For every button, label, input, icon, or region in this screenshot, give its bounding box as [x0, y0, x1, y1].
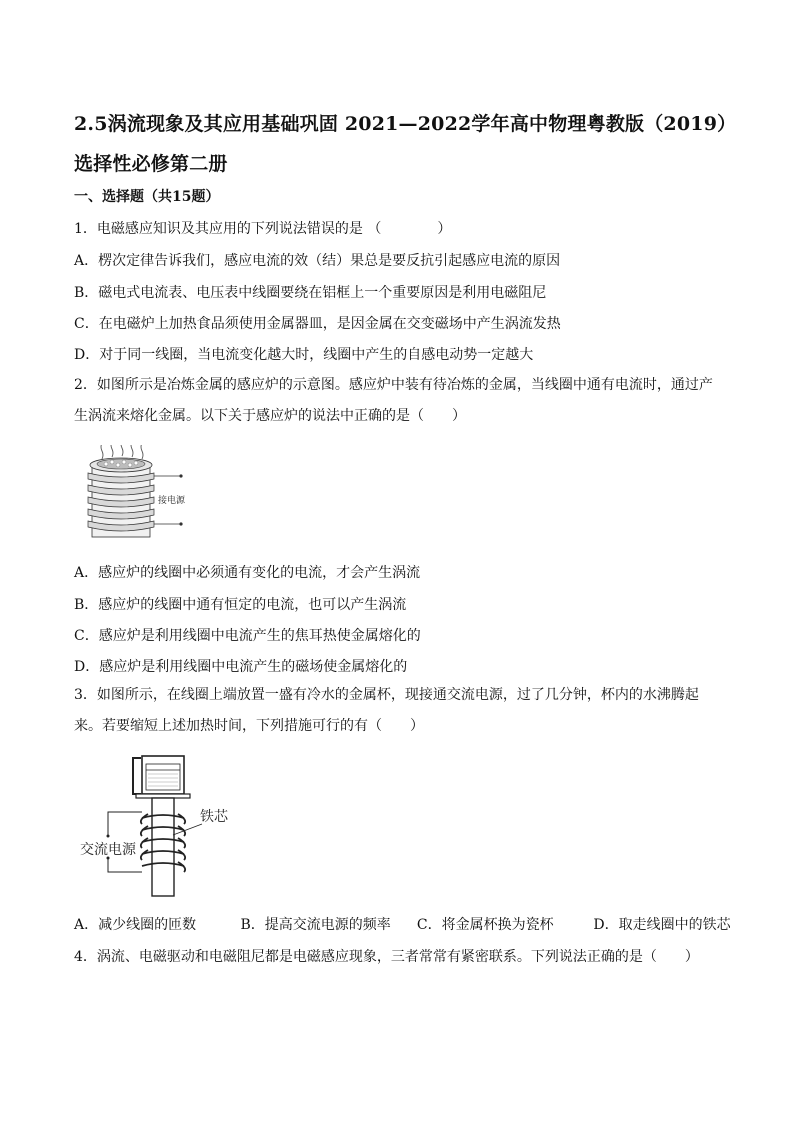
question-3-options [74, 914, 731, 934]
question-2-option-d: D．感应炉是利用线圈中电流产生的磁场使金属熔化的 [74, 659, 408, 675]
question-3-option-d: D．取走线圈中的铁芯 [593, 917, 731, 933]
question-2-option-c: C．感应炉是利用线圈中电流产生的焦耳热使金属熔化的 [74, 628, 421, 644]
question-3-stem: 3．如图所示，在线圈上端放置一盛有冷水的金属杯，现接通交流电源，过了几分钟，杯内的水沸腾起来。若要缩短上述加热时间，下列措施可行的有（ ） [74, 687, 699, 734]
iron-core-label: 铁芯 [200, 809, 228, 825]
coil-cup-diagram [76, 750, 246, 900]
question-1-option-c: C．在电磁炉上加热食品须使用金属器皿，是因金属在交变磁场中产生涡流发热 [74, 316, 561, 332]
document-title: 2.5涡流现象及其应用基础巩固 2021—2022学年高中物理粤教版（2019）选择性必修第二册 [74, 113, 727, 175]
induction-furnace-figure [76, 445, 226, 540]
induction-furnace-diagram [76, 445, 226, 540]
question-1-option-d: D．对于同一线圈，当电流变化越大时，线圈中产生的自感电动势一定越大 [74, 347, 534, 363]
question-1-option-a: A．楞次定律告诉我们，感应电流的效（结）果总是要反抗引起感应电流的原因 [74, 253, 561, 269]
ac-source-label: 交流电源 [80, 842, 136, 858]
question-3-option-c: C．将金属杯换为瓷杯 [416, 917, 554, 933]
question-3-option-a: A．减少线圈的匝数 [74, 917, 197, 933]
power-source-label: 接电源 [158, 496, 186, 506]
question-3-option-b: B．提高交流电源的频率 [240, 917, 391, 933]
question-2-stem: 2．如图所示是冶炼金属的感应炉的示意图。感应炉中装有待冶炼的金属，当线圈中通有电流时，通过产生涡流来熔化金属。以下关于感应炉的说法中正确的是（ ） [74, 377, 713, 424]
question-1-stem: 1．电磁感应知识及其应用的下列说法错误的是 （ ） [74, 221, 452, 237]
question-2-option-a: A．感应炉的线圈中必须通有变化的电流，才会产生涡流 [74, 565, 421, 581]
question-4-stem: 4．涡流、电磁驱动和电磁阻尼都是电磁感应现象，三者常常有紧密联系。下列说法正确的是（ ） [74, 949, 699, 965]
question-2-option-b: B．感应炉的线圈中通有恒定的电流，也可以产生涡流 [74, 597, 407, 613]
section-heading: 一、选择题（共15题） [74, 189, 220, 205]
coil-cup-figure [76, 750, 246, 900]
question-1-option-b: B．磁电式电流表、电压表中线圈要绕在铝框上一个重要原因是利用电磁阻尼 [74, 285, 547, 301]
